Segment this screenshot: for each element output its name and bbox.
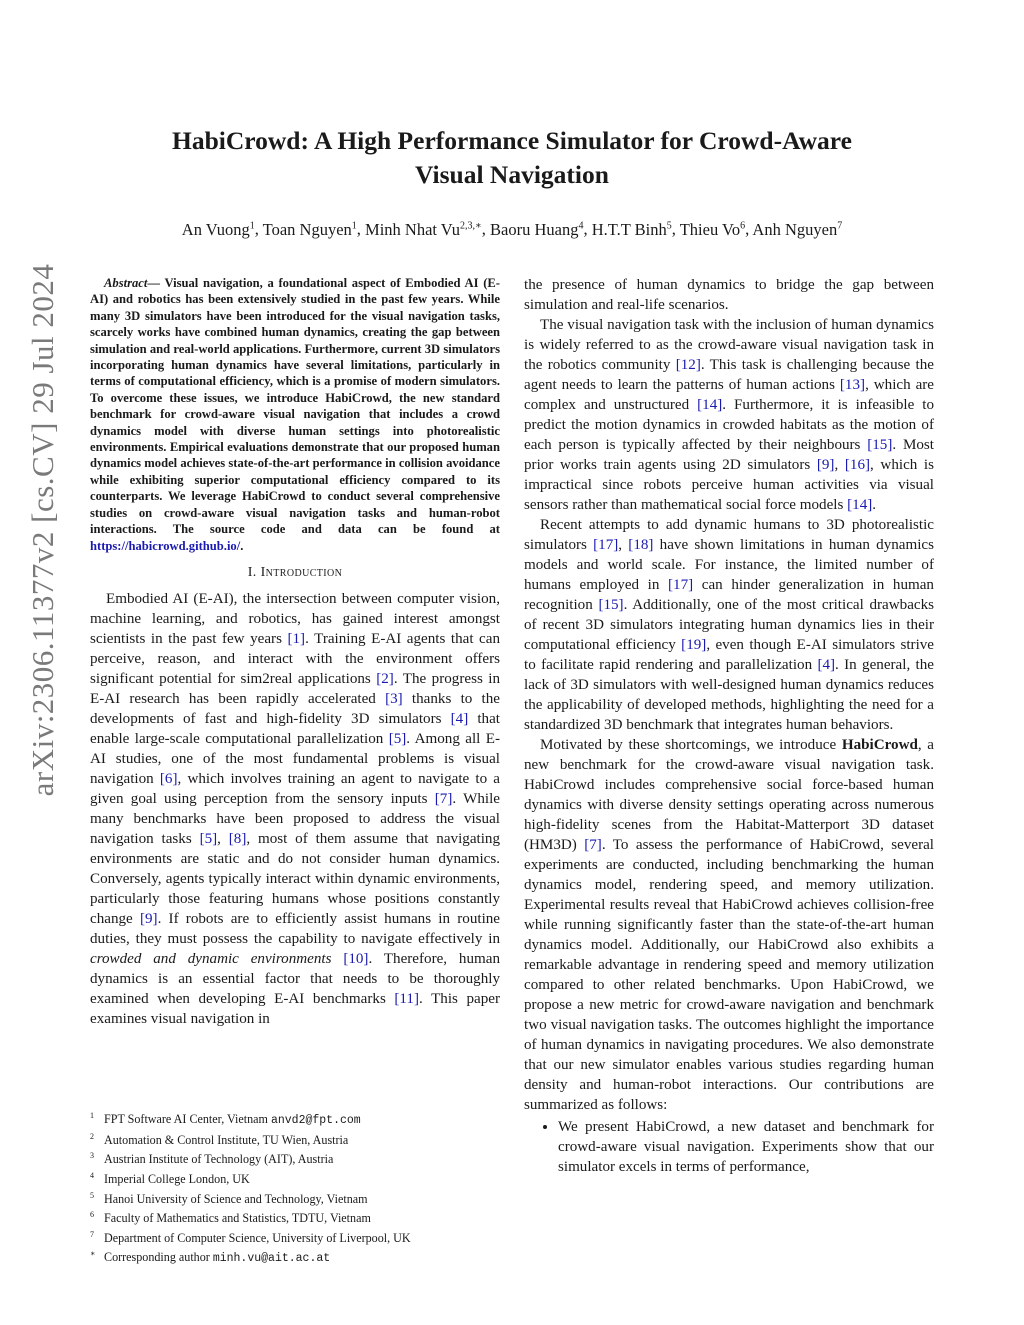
body-paragraph: Recent attempts to add dynamic humans to 3D photorealistic simulators [17], [18] have shown limitations in human dynamics models and world scale. For instance, the limited number of humans employed in [17] can hinder generalization in human recognition [15]. Additionally, one of the most critical drawbacks of recent 3D simulators integrating human dynamics lies in their computational efficiency [19], even though E-AI simulators strive to facilitate rapid rendering and parallelization [4]. In general, the lack of 3D simulators with well-designed human dynamics reduces the applicability of developed methods, highlighting the need for a standardized 3D benchmark that integrates human behaviors.: [524, 517, 935, 733]
citation-link[interactable]: [14]: [847, 497, 873, 513]
contribution-list: [524, 1117, 934, 1177]
body-paragraph: the presence of human dynamics to bridge the gap between simulation and real-life scenarios.: [524, 277, 934, 313]
email-address: minh.vu@ait.ac.at: [212, 1252, 331, 1266]
citation-link[interactable]: [10]: [343, 950, 369, 967]
citation-link[interactable]: [8]: [228, 830, 247, 847]
citation-link[interactable]: [17]: [593, 537, 619, 553]
list-item: • We present HabiCrowd, a new dataset and benchmark for crowd-aware visual navigation. Experiments show that our simulator excels in terms of performance,: [558, 1117, 934, 1177]
citation-link[interactable]: [17]: [668, 577, 694, 593]
footnote: ∗ Corresponding author minh.vu@ait.ac.at: [90, 1249, 331, 1266]
arxiv-identifier: arXiv:2306.11377v2 [cs.CV] 29 Jul 2024: [25, 263, 60, 797]
author-list: An Vuong$^1$, Toan Nguyen$^1$, Minh Nhat $Vu^{2,3,∗}$, Baoru Huang$^4$, H.T.T Binh$^5$, Thieu Vo$^6$, Anh Nguyen$^7$: [181, 219, 843, 239]
abstract-label: Abstract: [104, 276, 148, 290]
author: Thieu Vo$^6$: [679, 219, 746, 239]
citation-link[interactable]: [3]: [385, 690, 403, 707]
section-heading-introduction: I. Introduction: [247, 564, 343, 580]
bold-habicrowd: HabiCrowd: [841, 737, 918, 753]
intro-paragraph: Embodied AI (E-AI), the intersection between computer vision, machine learning, and robotics, has gained interest amongst scientists in the past few years [1]. Training E-AI agents that can perceive, reason, and interact with the environment offers significant potential for sim2real applications [2]. The progress in E-AI research has been rapidly accelerated [3] thanks to the developments of fast and high-fidelity 3D simulators [4] that enable large-scale computational parallelization [5]. Among all E-AI studies, one of the most fundamental problems is visual navigation [6], which involves training an agent to navigate to a given goal using perception from the sensory inputs [7]. While many benchmarks have been proposed to address the visual navigation tasks [5], [8], most of them assume that navigating environments are static and do not consider human dynamics. Conversely, agents typically interact within dynamic environments, particularly those featuring humans whose positions constantly change [9]. If robots are to efficiently assist humans in routine duties, they must possess the capability to navigate effectively in crowded and dynamic environments [10]. Therefore, human dynamics is an essential factor that needs to be thoroughly examined when developing E-AI benchmarks [11]. This paper examines visual navigation in: [90, 590, 501, 1027]
citation-link[interactable]: [5]: [199, 830, 218, 847]
right-column: [524, 275, 934, 1177]
citation-link[interactable]: [7]: [584, 837, 602, 853]
citation-link[interactable]: [12]: [675, 357, 701, 373]
footnote: $^7$ Department of Computer Science, University of Liverpool, UK: [90, 1229, 411, 1245]
citation-link[interactable]: [15]: [598, 597, 624, 613]
affiliation-footnotes: [90, 1108, 510, 1267]
body-paragraph: Motivated by these shortcomings, we introduce HabiCrowd, a new benchmark for the crowd-aware visual navigation task. HabiCrowd includes comprehensive social force-based human dynamics with diverse density settings operating across numerous high-fidelity scenes from the Habitat-Matterport 3D dataset (HM3D) [7]. To assess the performance of HabiCrowd, several experiments are conducted, including benchmarking the human dynamics model, rendering speed, and memory utilization. Experimental results reveal that HabiCrowd achieves collision-free while running significantly faster than the state-of-the-art human dynamics model. Additionally, our HabiCrowd also exhibits a remarkable advantage in rendering speed and memory utilization compared to other related benchmarks. Upon HabiCrowd, we propose a new metric for crowd-aware navigation and benchmark two visual navigation tasks. The outcomes highlight the importance of human dynamics in navigating procedures. We also demonstrate that our new simulator enables various studies regarding human density and human-robot interactions. Our contributions are summarized as follows:: [524, 737, 935, 1113]
email-address: anvd2@fpt.com: [270, 1114, 361, 1128]
left-column: [90, 275, 500, 1029]
paper-title: [100, 124, 924, 192]
author: Toan Nguyen$^1$: [262, 219, 357, 239]
author: An Vuong$^1$: [181, 219, 255, 239]
citation-link[interactable]: [15]: [867, 437, 893, 453]
title-line-1: HabiCrowd: A High Performance Simulator for Crowd-Aware: [172, 126, 852, 155]
citation-link[interactable]: [9]: [139, 910, 158, 927]
citation-link[interactable]: [2]: [376, 670, 394, 687]
title-line-2: Visual Navigation: [415, 160, 609, 189]
citation-link[interactable]: [4]: [450, 710, 469, 727]
body-paragraph: The visual navigation task with the inclusion of human dynamics is widely referred to as the crowd-aware visual navigation task in the robotics community [12]. This task is challenging because the agent needs to learn the patterns of human actions [13], which are complex and unstructured [14]. Furthermore, it is infeasible to predict the motion dynamics in crowded habitats as the motion of each person is typically affected by their neighbours [15]. Most prior works train agents using 2D simulators [9], [16], which is impractical since robots perceive human activities via visual sensors rather than mathematical social force models [14].: [524, 317, 935, 513]
citation-link[interactable]: [13]: [839, 377, 866, 393]
footnote: $^1$ FPT Software AI Center, Vietnam anvd2@fpt.com: [90, 1111, 361, 1128]
emphasis-text: crowded and dynamic environments: [90, 950, 332, 967]
citation-link[interactable]: [18]: [628, 537, 654, 553]
citation-link[interactable]: [7]: [434, 790, 453, 807]
author: Minh Nhat $Vu^{2,3,∗}$: [365, 219, 482, 239]
citation-link[interactable]: [11]: [394, 990, 419, 1007]
footnote: $^4$ Imperial College London, UK: [90, 1170, 250, 1186]
citation-link[interactable]: [4]: [817, 657, 836, 673]
author: Anh Nguyen$^7$: [752, 219, 843, 239]
footnote: $^6$ Faculty of Mathematics and Statistics, TDTU, Vietnam: [90, 1210, 371, 1226]
footnote: $^5$ Hanoi University of Science and Technology, Vietnam: [90, 1190, 368, 1206]
citation-link[interactable]: [16]: [844, 457, 871, 473]
abstract-text: Visual navigation, a foundational aspect of Embodied AI (E-AI) and robotics has been extensively studied in the past few years. While many 3D simulators have been introduced for the visual navigation tasks, scarcely works have combined human dynamics, creating the gap between simulation and real-world applications. Furthermore, current 3D simulators incorporating human dynamics have several limitations, particularly in terms of computational efficiency, which is a promise of modern simulators. To overcome these issues, we introduce HabiCrowd, the new standard benchmark for crowd-aware visual navigation that includes a crowd dynamics model with diverse human settings into photorealistic environments. Empirical evaluations demonstrate that our proposed human dynamics model achieves state-of-the-art performance in collision avoidance while exhibiting superior computational efficiency compared to its counterparts. We leverage HabiCrowd to conduct several comprehensive studies on crowd-aware visual navigation tasks and human-robot interactions. The source code and data can be found at: [90, 276, 500, 537]
citation-link[interactable]: [14]: [697, 397, 723, 413]
citation-link[interactable]: [1]: [287, 630, 306, 647]
footnote: $^2$ Automation & Control Institute, TU Wien, Austria: [90, 1131, 349, 1147]
author: Baoru Huang$^4$: [490, 219, 584, 239]
author: H.T.T Binh$^5$: [591, 219, 672, 239]
project-link[interactable]: https://habicrowd.github.io/: [90, 538, 241, 553]
citation-link[interactable]: [6]: [159, 770, 178, 787]
citation-link[interactable]: [19]: [681, 637, 707, 653]
citation-link[interactable]: [9]: [816, 457, 835, 473]
footnote: $^3$ Austrian Institute of Technology (AIT), Austria: [90, 1151, 334, 1167]
abstract: Abstract— Visual navigation, a foundational aspect of Embodied AI (E-AI) and robotics has been extensively studied in the past few years. While many 3D simulators have been introduced for the visual navigation tasks, scarcely works have combined human dynamics, creating the gap between simulation and real-world applications. Furthermore, current 3D simulators incorporating human dynamics have several limitations, particularly in terms of computational efficiency, which is a promise of modern simulators. To overcome these issues, we introduce HabiCrowd, the new standard benchmark for crowd-aware visual navigation that includes a crowd dynamics model with diverse human settings into photorealistic environments. Empirical evaluations demonstrate that our proposed human dynamics model achieves state-of-the-art performance in collision avoidance while exhibiting superior computational efficiency compared to its counterparts. We leverage HabiCrowd to conduct several comprehensive studies on crowd-aware visual navigation tasks and human-robot interactions. The source code and data can be found at https://habicrowd.github.io/.: [90, 276, 500, 553]
arxiv-sidebar: [18, 120, 68, 940]
citation-link[interactable]: [5]: [388, 730, 407, 747]
